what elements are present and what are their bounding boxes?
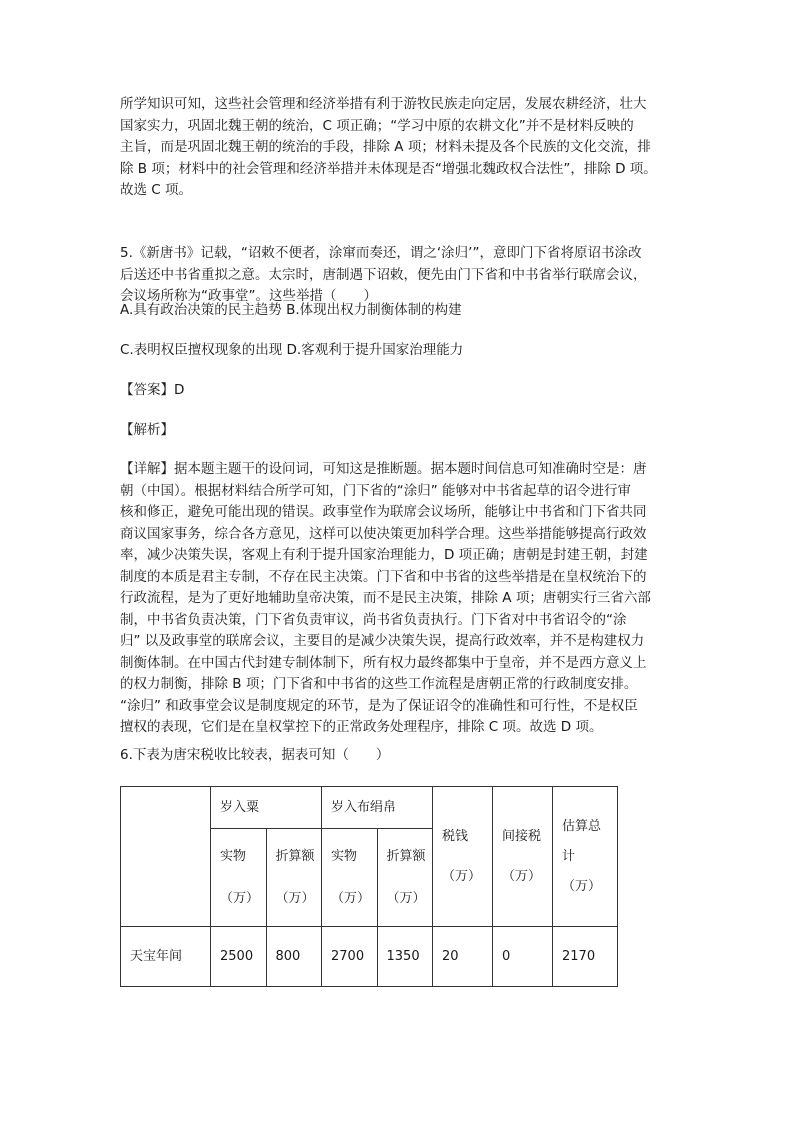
text-line: 除 B 项；材料中的社会管理和经济举措并未体现是否“增强北魏政权合法性”，排除 D 项。 <box>120 160 657 177</box>
header-grain: 岁入粟 <box>211 787 322 829</box>
subheader-cloth-actual: 实物 （万） <box>322 829 378 927</box>
text-line: 商议国家事务，综合各方意见，这样可以使决策更加科学合理。这些举措能够提高行政效 <box>120 525 647 542</box>
cell-estimated-total: 2170 <box>553 927 618 987</box>
question-5-stem <box>120 243 676 308</box>
answer-label: 【答案】D <box>120 382 185 398</box>
text-line: 朝（中国）。根据材料结合所学可知，门下省的“涂归” 能够对中书省起草的诏令进行审 <box>120 482 632 499</box>
text-line: 主旨，而是巩固北魏王朝的统治的手段，排除 A 项；材料未提及各个民族的文化交流，排 <box>120 139 651 155</box>
text-line: 行政流程，是为了更好地辅助皇帝决策，而不是民主决策，排除 A 项；唐朝实行三省六部 <box>120 590 651 606</box>
text-line: 后送还中书省重拟之意。太宗时，唐制遇下诏敕，便先由门下省和中书省举行联席会议， <box>120 266 647 283</box>
text-line: 制度的本质是君主专制，不存在民主决策。门下省和中书省的这些举措是在皇权统治下的 <box>120 568 647 585</box>
subheader-cloth-converted: 折算额 （万） <box>377 829 433 927</box>
text-line: 制，中书省负责决策，门下省负责审议，尚书省负责执行。门下省对中书省诏令的“涂 <box>120 611 627 628</box>
text-line: 会议场所称为“政事堂”。这些举措（ ） <box>120 288 377 304</box>
cell-indirect-tax: 0 <box>493 927 553 987</box>
subheader-grain-converted: 折算额 （万） <box>266 829 322 927</box>
header-cash-tax: 税钱 （万） <box>433 787 493 927</box>
analysis-heading: 【解析】 <box>120 422 174 438</box>
cell-cloth-actual: 2700 <box>322 927 378 987</box>
text-line: 故选 C 项。 <box>120 182 193 198</box>
row-period: 天宝年间 <box>121 927 211 987</box>
table-row <box>121 927 618 987</box>
cell-grain-actual: 2500 <box>211 927 267 987</box>
header-estimated-total: 估算总 计 （万） <box>553 787 618 927</box>
tax-comparison-table <box>120 786 618 987</box>
text-line: 5.《新唐书》记载，“诏敕不便者，涂窜而奏还，谓之‘涂归’”，意即门下省将原诏书涂改 <box>120 245 642 261</box>
previous-question-analysis <box>120 94 676 202</box>
header-indirect-tax: 间接税 （万） <box>493 787 553 927</box>
question-5-detailed-analysis <box>120 459 676 739</box>
text-line: 所学知识可知，这些社会管理和经济举措有利于游牧民族走向定居，发展农耕经济，壮大 <box>120 96 647 112</box>
question-5-options-cd: C.表明权臣擅权现象的出现 D.客观利于提升国家治理能力 <box>120 342 464 358</box>
text-line: 的权力制衡，排除 B 项；门下省和中书省的这些工作流程是唐朝正常的行政制度安排。 <box>120 676 638 692</box>
subheader-grain-actual: 实物 （万） <box>211 829 267 927</box>
cell-grain-converted: 800 <box>266 927 322 987</box>
text-line: 国家实力，巩固北魏王朝的统治，C 项正确；“学习中原的农耕文化”并不是材料反映的 <box>120 117 634 134</box>
text-line: 归” 以及政事堂的联席会议，主要目的是减少决策失误，提高行政效率，并不是构建权力 <box>120 633 645 649</box>
text-line: 率，减少决策失误，客观上有利于提升国家治理能力，D 项正确；唐朝是封建王朝，封建 <box>120 547 648 563</box>
cell-cash-tax: 20 <box>433 927 493 987</box>
text-line: 擅权的表现，它们是在皇权掌控下的正常政务处理程序，排除 C 项。故选 D 项。 <box>120 719 603 735</box>
text-line: 【详解】据本题主题干的设问词，可知这是推断题。据本题时间信息可知准确时空是：唐 <box>120 461 647 477</box>
text-line: 制衡体制。在中国古代封建专制体制下，所有权力最终都集中于皇帝，并不是西方意义上 <box>120 654 647 671</box>
question-5-options-ab: A.具有政治决策的民主趋势 B.体现出权力制衡体制的构建 <box>120 302 462 318</box>
text-line: 核和修正，避免可能出现的错误。政事堂作为联席会议场所，能够让中书省和门下省共同 <box>120 504 647 520</box>
text-line: “涂归” 和政事堂会议是制度规定的环节，是为了保证诏令的准确性和可行性，不是权臣 <box>120 697 638 714</box>
header-cloth: 岁入布绢帛 <box>322 787 433 829</box>
question-6-stem: 6.下表为唐宋税收比较表，据表可知（ ） <box>120 747 390 763</box>
cell-cloth-converted: 1350 <box>377 927 433 987</box>
table-corner-cell <box>121 787 211 927</box>
